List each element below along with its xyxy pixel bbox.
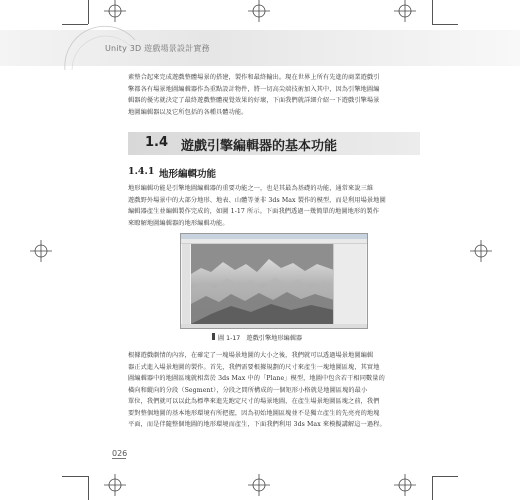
text-line: 來瞭解地圖編輯器的地形編輯功能。	[128, 219, 229, 227]
text-line: 遊戲野外場景中的大部分地形、地表、山體等並非 3ds Max 製作的模型，而是利用場景地圖	[128, 196, 386, 204]
text-line: 輯器的優劣就決定了最終遊戲整體視覺效果的好壞，下面我們就詳細介紹一下遊戲引擎場景	[128, 97, 380, 104]
text-line: 器正式進入場景地圖的製作。首先，我們需要根據規劃的尺寸來產生一塊地圖區塊，其實地	[128, 363, 380, 371]
text-line: 橫向和縱向的分段（Segment），分段之間所構成的一個矩形小格就是地圖區塊的最小	[128, 386, 368, 394]
properties-panel	[333, 244, 366, 324]
intro-paragraph	[128, 72, 420, 118]
text-line: 根據遊戲劇情的內容，在確定了一塊場景地圖的大小之後，我們就可以透過場景地圖編輯	[128, 352, 374, 359]
section-number: 1.4	[145, 135, 169, 150]
caption-marker	[212, 333, 215, 340]
subsection-number: 1.4.1	[128, 166, 155, 177]
text-line: 單位，我們就可以以此為標準來進先跑定尺寸的場景地圖，在產生場景地圖區塊之前，我們	[128, 398, 380, 405]
crop-line	[432, 476, 458, 477]
registration-mark-icon	[394, 0, 416, 22]
tool-strip	[182, 244, 190, 324]
registration-mark-icon	[104, 474, 126, 496]
text-line: 地圖編輯器以及它所包括的各種具體功能。	[128, 108, 248, 116]
crop-line	[432, 24, 458, 25]
text-line: 要對整個地圖的基本地形環境有所把握，因為初始地圖區塊並不是獨立產生的先亮亮的地塊	[128, 409, 380, 417]
subsection-title: 地形編輯功能	[159, 169, 217, 180]
terrain-editor-screenshot	[180, 233, 368, 329]
registration-mark-icon	[470, 240, 492, 262]
registration-mark-icon	[104, 0, 126, 22]
crop-line	[62, 476, 88, 477]
text-line: 圖編輯器中的地圖區塊就相當於 3ds Max 中的「Plane」模型，地圖中包含若干相同數量的	[128, 375, 385, 382]
crop-line	[432, 0, 433, 24]
section-title: 遊戲引擎編輯器的基本功能	[181, 139, 338, 154]
registration-mark-icon	[248, 0, 270, 22]
map-creation-paragraph	[128, 350, 420, 431]
running-header-title: Unity 3D 遊戲場景設計實務	[105, 44, 210, 53]
text-line: 平面，而是伴隨整個地圖的地形環境而產生，下面我們利用 3ds Max 來模擬講解這一過程。	[128, 421, 386, 428]
text-line: 地形編輯功能是引擎地圖編輯器的重要功能之一，也是其最為基礎的功能，通常來說三維	[128, 185, 374, 192]
text-line: 擎都各有場景地圖編輯器作為重點設計物件，將一切高尖端技術加入其中，因為引擎地圖編	[128, 85, 380, 93]
crop-line	[88, 0, 89, 24]
figure-caption: 圖 1-17 遊戲引擎地形編輯器	[218, 335, 303, 342]
terrain-viewport	[191, 244, 334, 324]
registration-mark-icon	[394, 474, 416, 496]
text-line: 編輯器產生並編輯製作完成的，如圖 1-17 所示。下面我們透過一幾簡單的地圖地形的製作	[128, 208, 380, 215]
window-statusbar	[181, 324, 367, 328]
page-number-rule	[112, 458, 126, 459]
registration-mark-icon	[30, 240, 52, 262]
registration-mark-icon	[248, 474, 270, 496]
crop-line	[88, 476, 89, 500]
terrain-paragraph	[128, 183, 420, 229]
text-line: 素整合起來完成遊戲整體場景的搭建，製作和最終輸出。現在世界上所有先進的商業遊戲引	[128, 74, 380, 81]
terrain-mesh-icon	[191, 244, 334, 324]
crop-line	[432, 476, 433, 500]
page-number: 026	[112, 449, 128, 458]
